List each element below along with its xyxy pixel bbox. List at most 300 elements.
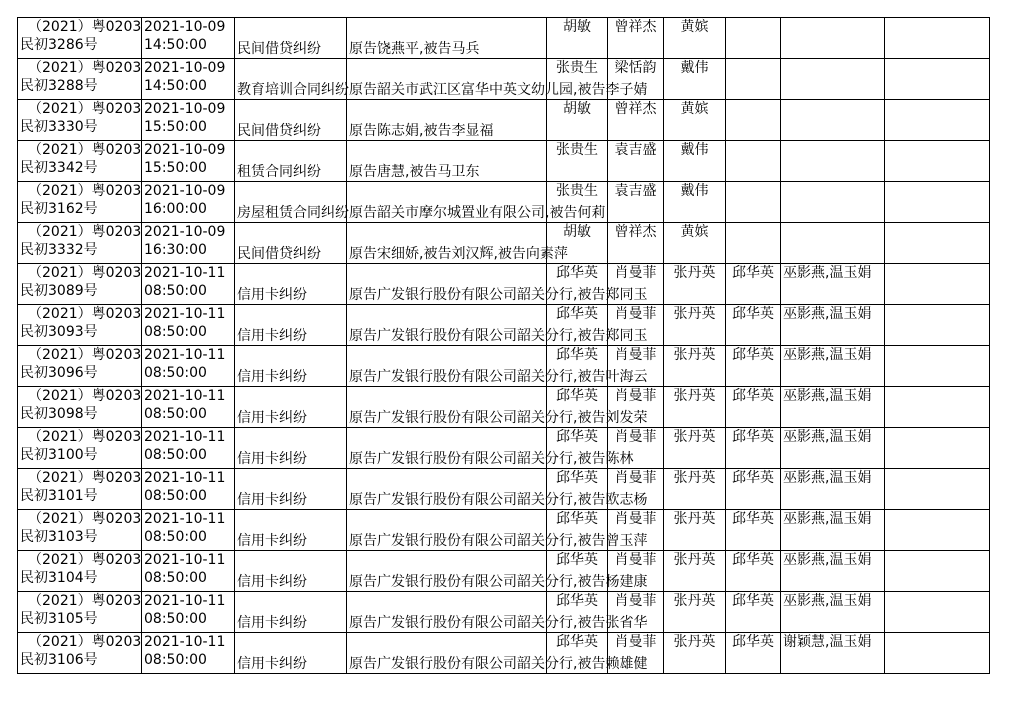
hearing-clock: 08:50:00 <box>144 406 207 422</box>
member-4-cell <box>726 223 781 264</box>
member-4-cell <box>726 264 781 305</box>
case-cause: 信用卡纠纷 <box>237 328 307 344</box>
member-4-name: 邱华英 <box>732 265 774 281</box>
hearing-clock: 16:30:00 <box>144 242 207 258</box>
clerk-cell <box>664 346 726 387</box>
clerk-cell <box>664 264 726 305</box>
case-number-year: （2021）粤0203 <box>28 224 142 240</box>
case-number-year: （2021）粤0203 <box>28 634 142 650</box>
hearing-clock: 08:50:00 <box>144 529 207 545</box>
member-4-name: 邱华英 <box>732 511 774 527</box>
hearing-date: 2021-10-11 <box>144 429 226 445</box>
member-2-name: 肖曼菲 <box>614 429 657 445</box>
empty-cell <box>885 223 990 264</box>
clerk-cell <box>664 141 726 182</box>
case-cause: 信用卡纠纷 <box>237 574 307 590</box>
case-cause-cell <box>235 18 347 59</box>
case-number-year: （2021）粤0203 <box>28 470 142 486</box>
member-5-cell <box>781 182 885 223</box>
table-row <box>18 223 990 264</box>
case-number-id: 民初3104号 <box>20 570 98 586</box>
hearing-time-cell <box>142 100 235 141</box>
empty-cell <box>885 264 990 305</box>
member-4-cell <box>726 141 781 182</box>
case-cause-cell <box>235 428 347 469</box>
judge-name: 邱华英 <box>556 634 598 650</box>
case-number-id: 民初3105号 <box>20 611 98 627</box>
member-2-name: 肖曼菲 <box>614 470 657 486</box>
member-2-name: 肖曼菲 <box>614 593 657 609</box>
case-cause: 信用卡纠纷 <box>237 656 307 672</box>
judge-name: 邱华英 <box>556 511 598 527</box>
parties-text: 原告广发银行股份有限公司韶关分行,被告杨建康 <box>349 574 648 590</box>
clerk-cell <box>664 305 726 346</box>
clerk-cell <box>664 510 726 551</box>
case-cause-cell <box>235 100 347 141</box>
hearing-clock: 08:50:00 <box>144 488 207 504</box>
member-2-cell <box>608 18 664 59</box>
case-cause-cell <box>235 141 347 182</box>
case-number-cell <box>18 100 142 141</box>
member-5-cell <box>781 18 885 59</box>
member-5-names: 巫影燕,温玉娟 <box>783 511 872 527</box>
member-4-name: 邱华英 <box>732 388 774 404</box>
clerk-cell <box>664 387 726 428</box>
hearing-clock: 08:50:00 <box>144 365 207 381</box>
member-4-cell <box>726 510 781 551</box>
empty-cell <box>885 551 990 592</box>
case-number-year: （2021）粤0203 <box>28 388 142 404</box>
parties-text: 原告广发银行股份有限公司韶关分行,被告刘发荣 <box>349 410 648 426</box>
judge-cell <box>547 100 608 141</box>
clerk-name: 张丹英 <box>673 388 716 404</box>
empty-cell <box>885 633 990 674</box>
judge-name: 邱华英 <box>556 470 598 486</box>
member-5-cell <box>781 551 885 592</box>
member-4-cell <box>726 100 781 141</box>
member-4-cell <box>726 387 781 428</box>
clerk-name: 戴伟 <box>680 60 709 76</box>
table-row <box>18 100 990 141</box>
case-number-id: 民初3096号 <box>20 365 98 381</box>
hearing-clock: 08:50:00 <box>144 570 207 586</box>
member-5-names: 巫影燕,温玉娟 <box>783 429 872 445</box>
table-row <box>18 510 990 551</box>
empty-cell <box>885 100 990 141</box>
parties-text: 原告韶关市摩尔城置业有限公司,被告何莉 <box>349 205 606 221</box>
case-number-id: 民初3100号 <box>20 447 98 463</box>
case-cause-cell <box>235 59 347 100</box>
judge-cell <box>547 141 608 182</box>
clerk-cell <box>664 100 726 141</box>
case-number-year: （2021）粤0203 <box>28 101 142 117</box>
hearing-time-cell <box>142 346 235 387</box>
case-number-id: 民初3330号 <box>20 119 98 135</box>
case-number-cell <box>18 592 142 633</box>
case-cause-cell <box>235 264 347 305</box>
parties-cell <box>347 18 547 59</box>
clerk-name: 黄嫔 <box>680 224 709 240</box>
judge-name: 胡敏 <box>563 101 591 117</box>
member-5-cell <box>781 264 885 305</box>
case-number-cell <box>18 59 142 100</box>
member-5-cell <box>781 469 885 510</box>
case-cause: 信用卡纠纷 <box>237 369 307 385</box>
member-2-cell <box>608 182 664 223</box>
table-row <box>18 469 990 510</box>
judge-name: 张贵生 <box>556 183 598 199</box>
member-5-names: 巫影燕,温玉娟 <box>783 593 872 609</box>
member-2-name: 曾祥杰 <box>614 101 657 117</box>
clerk-name: 张丹英 <box>673 511 716 527</box>
clerk-cell <box>664 223 726 264</box>
empty-cell <box>885 59 990 100</box>
member-4-cell <box>726 592 781 633</box>
case-number-cell <box>18 305 142 346</box>
case-cause: 租赁合同纠纷 <box>237 164 321 180</box>
hearing-time-cell <box>142 510 235 551</box>
case-cause: 信用卡纠纷 <box>237 615 307 631</box>
member-2-cell <box>608 141 664 182</box>
parties-text: 原告广发银行股份有限公司韶关分行,被告叶海云 <box>349 369 648 385</box>
hearing-clock: 15:50:00 <box>144 119 207 135</box>
clerk-name: 戴伟 <box>680 183 709 199</box>
empty-cell <box>885 182 990 223</box>
case-number-cell <box>18 469 142 510</box>
case-cause-cell <box>235 182 347 223</box>
case-number-year: （2021）粤0203 <box>28 19 142 35</box>
member-2-name: 袁吉盛 <box>614 142 657 158</box>
hearing-clock: 14:50:00 <box>144 37 207 53</box>
case-cause-cell <box>235 387 347 428</box>
clerk-cell <box>664 18 726 59</box>
case-number-year: （2021）粤0203 <box>28 60 142 76</box>
parties-text: 原告韶关市武江区富华中英文幼儿园,被告李子婧 <box>349 82 648 98</box>
case-cause-cell <box>235 469 347 510</box>
parties-text: 原告广发银行股份有限公司韶关分行,被告陈林 <box>349 451 634 467</box>
member-2-name: 梁恬韵 <box>614 60 657 76</box>
hearing-time-cell <box>142 18 235 59</box>
hearing-date: 2021-10-09 <box>144 101 226 117</box>
case-number-cell <box>18 346 142 387</box>
empty-cell <box>885 346 990 387</box>
clerk-cell <box>664 182 726 223</box>
member-5-cell <box>781 100 885 141</box>
judge-name: 邱华英 <box>556 552 598 568</box>
table-row <box>18 18 990 59</box>
hearing-time-cell <box>142 469 235 510</box>
case-cause-cell <box>235 223 347 264</box>
judge-name: 邱华英 <box>556 388 598 404</box>
table-row <box>18 428 990 469</box>
member-2-name: 肖曼菲 <box>614 265 657 281</box>
member-5-cell <box>781 387 885 428</box>
clerk-name: 张丹英 <box>673 306 716 322</box>
empty-cell <box>885 18 990 59</box>
member-5-names: 巫影燕,温玉娟 <box>783 470 872 486</box>
member-4-name: 邱华英 <box>732 429 774 445</box>
clerk-cell <box>664 633 726 674</box>
hearing-date: 2021-10-11 <box>144 306 226 322</box>
clerk-name: 张丹英 <box>673 470 716 486</box>
case-number-year: （2021）粤0203 <box>28 265 142 281</box>
member-4-name: 邱华英 <box>732 347 774 363</box>
case-number-id: 民初3286号 <box>20 37 98 53</box>
case-number-id: 民初3332号 <box>20 242 98 258</box>
member-5-names: 谢颖慧,温玉娟 <box>783 634 872 650</box>
hearing-clock: 08:50:00 <box>144 283 207 299</box>
hearing-date: 2021-10-09 <box>144 19 226 35</box>
hearing-clock: 08:50:00 <box>144 652 207 668</box>
member-2-name: 肖曼菲 <box>614 634 657 650</box>
member-4-cell <box>726 633 781 674</box>
case-number-id: 民初3089号 <box>20 283 98 299</box>
clerk-name: 张丹英 <box>673 634 716 650</box>
member-4-name: 邱华英 <box>732 306 774 322</box>
member-4-name: 邱华英 <box>732 593 774 609</box>
hearing-time-cell <box>142 223 235 264</box>
empty-cell <box>885 592 990 633</box>
case-cause-cell <box>235 346 347 387</box>
table-row <box>18 633 990 674</box>
member-5-names: 巫影燕,温玉娟 <box>783 552 872 568</box>
case-number-cell <box>18 264 142 305</box>
judge-name: 胡敏 <box>563 224 591 240</box>
member-4-name: 邱华英 <box>732 552 774 568</box>
case-cause: 信用卡纠纷 <box>237 451 307 467</box>
member-2-name: 袁吉盛 <box>614 183 657 199</box>
hearing-date: 2021-10-11 <box>144 265 226 281</box>
case-number-year: （2021）粤0203 <box>28 142 142 158</box>
judge-name: 邱华英 <box>556 306 598 322</box>
parties-text: 原告宋细娇,被告刘汉辉,被告向素萍 <box>349 246 568 262</box>
parties-text: 原告广发银行股份有限公司韶关分行,被告郑同玉 <box>349 328 648 344</box>
parties-text: 原告广发银行股份有限公司韶关分行,被告曾玉萍 <box>349 533 648 549</box>
hearing-date: 2021-10-11 <box>144 552 226 568</box>
case-number-cell <box>18 633 142 674</box>
member-5-cell <box>781 223 885 264</box>
member-4-name: 邱华英 <box>732 470 774 486</box>
case-number-year: （2021）粤0203 <box>28 593 142 609</box>
judge-name: 张贵生 <box>556 142 598 158</box>
clerk-cell <box>664 428 726 469</box>
hearing-date: 2021-10-11 <box>144 470 226 486</box>
hearing-date: 2021-10-09 <box>144 142 226 158</box>
case-number-id: 民初3093号 <box>20 324 98 340</box>
parties-cell <box>347 223 568 264</box>
case-cause-cell <box>235 551 347 592</box>
hearing-time-cell <box>142 305 235 346</box>
table-row <box>18 59 990 100</box>
judge-name: 邱华英 <box>556 429 598 445</box>
member-2-name: 肖曼菲 <box>614 388 657 404</box>
clerk-name: 张丹英 <box>673 593 716 609</box>
member-5-cell <box>781 428 885 469</box>
case-cause: 民间借贷纠纷 <box>237 123 321 139</box>
clerk-name: 张丹英 <box>673 552 716 568</box>
case-cause-cell <box>235 305 347 346</box>
table-row <box>18 387 990 428</box>
parties-text: 原告广发银行股份有限公司韶关分行,被告张省华 <box>349 615 648 631</box>
case-number-cell <box>18 141 142 182</box>
hearing-date: 2021-10-09 <box>144 224 226 240</box>
member-2-name: 肖曼菲 <box>614 511 657 527</box>
parties-text: 原告广发银行股份有限公司韶关分行,被告赖雄健 <box>349 656 648 672</box>
case-number-cell <box>18 551 142 592</box>
case-number-year: （2021）粤0203 <box>28 552 142 568</box>
case-cause: 信用卡纠纷 <box>237 533 307 549</box>
member-4-cell <box>726 428 781 469</box>
case-number-cell <box>18 18 142 59</box>
judge-name: 邱华英 <box>556 347 598 363</box>
member-2-name: 肖曼菲 <box>614 552 657 568</box>
member-2-cell <box>608 100 664 141</box>
parties-text: 原告陈志娟,被告李显福 <box>349 123 494 139</box>
case-number-cell <box>18 428 142 469</box>
case-cause: 民间借贷纠纷 <box>237 246 321 262</box>
hearing-date: 2021-10-09 <box>144 183 226 199</box>
empty-cell <box>885 305 990 346</box>
hearing-clock: 14:50:00 <box>144 78 207 94</box>
clerk-name: 黄嫔 <box>680 19 709 35</box>
member-5-cell <box>781 141 885 182</box>
parties-cell <box>347 141 547 182</box>
hearing-clock: 16:00:00 <box>144 201 207 217</box>
judge-name: 胡敏 <box>563 19 591 35</box>
hearing-time-cell <box>142 141 235 182</box>
hearing-clock: 08:50:00 <box>144 324 207 340</box>
parties-text: 原告广发银行股份有限公司韶关分行,被告郑同玉 <box>349 287 648 303</box>
case-number-id: 民初3098号 <box>20 406 98 422</box>
case-cause: 教育培训合同纠纷 <box>237 82 349 98</box>
member-5-names: 巫影燕,温玉娟 <box>783 265 872 281</box>
table-row <box>18 264 990 305</box>
table-row <box>18 346 990 387</box>
case-cause: 信用卡纠纷 <box>237 492 307 508</box>
hearing-schedule-table <box>17 17 990 674</box>
empty-cell <box>885 387 990 428</box>
table-row <box>18 182 990 223</box>
member-2-name: 曾祥杰 <box>614 224 657 240</box>
member-4-cell <box>726 59 781 100</box>
member-5-cell <box>781 59 885 100</box>
clerk-name: 戴伟 <box>680 142 709 158</box>
clerk-cell <box>664 592 726 633</box>
empty-cell <box>885 510 990 551</box>
case-number-year: （2021）粤0203 <box>28 347 142 363</box>
case-number-cell <box>18 510 142 551</box>
member-2-name: 肖曼菲 <box>614 347 657 363</box>
table-row <box>18 592 990 633</box>
empty-cell <box>885 428 990 469</box>
empty-cell <box>885 141 990 182</box>
member-5-names: 巫影燕,温玉娟 <box>783 306 872 322</box>
member-5-cell <box>781 633 885 674</box>
member-5-cell <box>781 305 885 346</box>
case-cause-cell <box>235 592 347 633</box>
case-cause-cell <box>235 633 347 674</box>
judge-name: 邱华英 <box>556 265 598 281</box>
member-4-cell <box>726 18 781 59</box>
hearing-date: 2021-10-09 <box>144 60 226 76</box>
parties-text: 原告广发银行股份有限公司韶关分行,被告欧志杨 <box>349 492 648 508</box>
parties-text: 原告唐慧,被告马卫东 <box>349 164 480 180</box>
hearing-time-cell <box>142 59 235 100</box>
hearing-date: 2021-10-11 <box>144 347 226 363</box>
table-row <box>18 141 990 182</box>
hearing-date: 2021-10-11 <box>144 634 226 650</box>
member-2-name: 肖曼菲 <box>614 306 657 322</box>
schedule-sheet <box>17 17 990 674</box>
member-2-cell <box>608 223 664 264</box>
hearing-clock: 08:50:00 <box>144 611 207 627</box>
parties-text: 原告饶燕平,被告马兵 <box>349 41 480 57</box>
case-number-year: （2021）粤0203 <box>28 511 142 527</box>
member-5-names: 巫影燕,温玉娟 <box>783 347 872 363</box>
table-row <box>18 305 990 346</box>
case-number-cell <box>18 182 142 223</box>
member-4-cell <box>726 182 781 223</box>
table-body <box>18 18 990 674</box>
judge-name: 邱华英 <box>556 593 598 609</box>
parties-cell <box>347 100 547 141</box>
hearing-time-cell <box>142 551 235 592</box>
clerk-name: 张丹英 <box>673 347 716 363</box>
hearing-date: 2021-10-11 <box>144 388 226 404</box>
hearing-clock: 15:50:00 <box>144 160 207 176</box>
case-number-cell <box>18 387 142 428</box>
member-4-cell <box>726 305 781 346</box>
member-5-cell <box>781 346 885 387</box>
clerk-cell <box>664 469 726 510</box>
hearing-date: 2021-10-11 <box>144 511 226 527</box>
case-number-cell <box>18 223 142 264</box>
case-number-id: 民初3288号 <box>20 78 98 94</box>
case-cause: 信用卡纠纷 <box>237 287 307 303</box>
case-number-id: 民初3162号 <box>20 201 98 217</box>
case-number-id: 民初3106号 <box>20 652 98 668</box>
clerk-cell <box>664 59 726 100</box>
member-2-name: 曾祥杰 <box>614 19 657 35</box>
case-number-year: （2021）粤0203 <box>28 306 142 322</box>
hearing-clock: 08:50:00 <box>144 447 207 463</box>
hearing-time-cell <box>142 592 235 633</box>
hearing-time-cell <box>142 387 235 428</box>
case-number-year: （2021）粤0203 <box>28 183 142 199</box>
case-cause: 信用卡纠纷 <box>237 410 307 426</box>
judge-cell <box>547 18 608 59</box>
hearing-time-cell <box>142 633 235 674</box>
member-4-cell <box>726 469 781 510</box>
member-4-cell <box>726 346 781 387</box>
case-cause: 房屋租赁合同纠纷 <box>237 205 349 221</box>
member-5-names: 巫影燕,温玉娟 <box>783 388 872 404</box>
case-number-id: 民初3103号 <box>20 529 98 545</box>
clerk-cell <box>664 551 726 592</box>
member-4-name: 邱华英 <box>732 634 774 650</box>
empty-cell <box>885 469 990 510</box>
case-cause-cell <box>235 510 347 551</box>
member-5-cell <box>781 510 885 551</box>
hearing-time-cell <box>142 264 235 305</box>
hearing-time-cell <box>142 182 235 223</box>
clerk-name: 黄嫔 <box>680 101 709 117</box>
hearing-date: 2021-10-11 <box>144 593 226 609</box>
table-row <box>18 551 990 592</box>
case-number-id: 民初3342号 <box>20 160 98 176</box>
clerk-name: 张丹英 <box>673 265 716 281</box>
judge-name: 张贵生 <box>556 60 598 76</box>
